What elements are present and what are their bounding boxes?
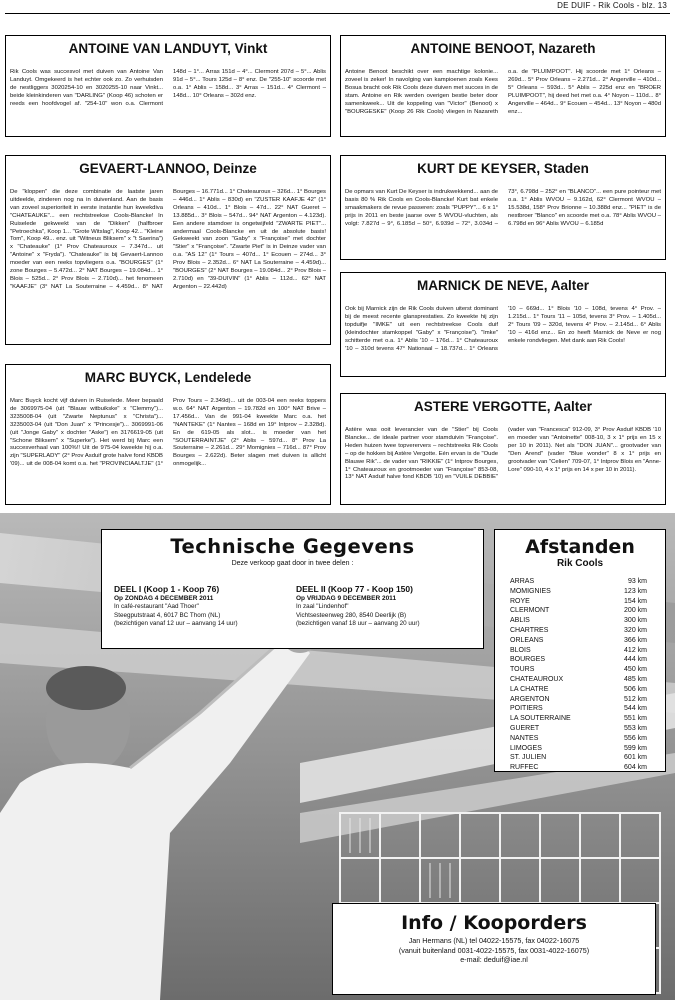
afstand-place: LA CHATRE [510,685,549,693]
technische-gegevens-box [101,529,484,649]
afstand-distance: 444 km [624,656,647,664]
deel-1 [114,584,294,628]
afstand-place: ABLIS [510,617,530,625]
afstanden-subtitle: Rik Cools [556,558,604,569]
afstand-distance: 553 km [624,724,647,732]
afstand-distance: 599 km [624,744,647,752]
afstand-place: ORLEANS [510,636,544,644]
afstand-distance: 93 km [627,578,647,585]
article-title: GEVAERT-LANNOO, Deinze [79,161,257,176]
deel-1-address: Steegputstraat 4, 6017 BC Thorn (NL) [114,611,221,619]
afstand-place: NANTES [510,734,539,742]
deel-2-address: Vichtsesteenweg 280, 8540 Deerlijk (B) [296,611,407,619]
afstand-distance: 551 km [624,715,647,723]
article-title: ANTOINE VAN LANDUYT, Vinkt [68,41,268,56]
afstand-distance: 601 km [624,754,647,762]
article-body: De opmars van Kurt De Keyser is indrukwekkend... aan de basis 80 % Rik Cools en Cools-Blancke! Kurt bat enkele smaakmakers de revue passeren: zoals "PUPPY"... 6 x 1° prijs in 2011 en beste jaarse over 5 WVOU-vluchten, als volgt: 7.827d – 9°, 6.185d – 50°, 6.939d – 72°, 3.034d – 73°, 6.798d – 252° en "BLANCO"... een pure pointeur met o.a. 1° Ablis WVOU – 9.162d, 62° Clermont WVOU – 15.538d, 158° Prov Brionne – 10.388d enz... "PIET" is de nestbroer "Blanco" en scoorde met o.a. 78° Ablis WVOU – 6.798d en 96° Ablis WVOU – 6.185d [345,189,661,227]
afstand-row [510,724,647,734]
article-body: Astère was ooit leverancier van de "Stier" bij Cools Blancke... de ideale partner voor stamduivin "Françoise". Heden huizen twee topverervers – rechtstreeks Rik Cools – op de hokken bij Astère Vergotte. Eén ervan is de "Oude Blauwe Rik"... de vader van "RIKKIE" (1° Intprov Bourges, 1° Chateauroux en grootmoeder van "Françoise" 853-08, 13° NAT Asduif halve fond KBDB '10) en "VUILE DEBBIE" (vader van "Francesca" 912-09, 3° Prov Asduif KBDB '10 en moeder van "Antoinette" 008-10, 3 x 1° prijs en 15 x per 10 in 2011). Net als "DON JUAN"... grootvader van "Den Arend" (vader "Blue wonder" 8 x 1° prijs en grootvader van "Celien" 709-07, 1° Intprov Blois en "Anne-Lore" 090-10, 4 x 1° prijs en 14 x per 10 in 2011). [345,427,661,481]
afstand-row [510,675,647,685]
afstand-distance: 123 km [624,587,647,595]
afstand-distance: 366 km [624,636,647,644]
info-line-1: Jan Hermans (NL) tel 04022-15575, fax 04022-16075 [408,936,580,945]
deel-1-viewing: (bezichtigen vanaf 12 uur – aanvang 14 uur) [114,619,238,627]
afstand-row [510,763,647,773]
article-gevaert-lannoo [5,155,331,345]
afstand-distance: 200 km [624,607,647,615]
afstanden-list [495,577,665,773]
afstand-place: LA SOUTERRAINE [510,715,571,723]
afstanden-title: Afstanden [525,536,635,558]
afstand-row [510,704,647,714]
afstand-place: BLOIS [510,646,531,654]
afstand-distance: 450 km [624,666,647,674]
afstand-row [510,626,647,636]
article-title: MARC BUYCK, Lendelede [84,370,252,385]
article-body: De "kloppen" die deze combinatie de laatste jaren uitdeelde, zinderen nog na in duivenland. Aan de basis van zoveel superioriteit in eerste instantie hun kweekdiva "CHATEAUKE"... een rechtstreekse Cools-Blancke! In Ruiselede gekweekt van de "Dikken" (halfbroer "Petroechka", Koop 1... "Grote Witslag", Koop 42... "Kleine Tom", Koop 49... enz. uit "Witneus Bliksem" x "t Saerina") x "Chateauke" (1° Prov Chateauroux – 7.347d... uit "Antoine" x "Fryda"). "Chateauke" is bij Gevaert-Lannoo moeder van een reeks topvliegers o.a. "BOURGES" (1° zone Bourges – 5.472d... 2° NAT Bourges – 19.084d... 1° Blois – 525d... 2° Prov Blois – 2.710d)... het fenomeen "KAAFJE" (3° NAT La Souterraine – 4.459d... 8° NAT Bourges – 16.771d... 1° Chateauroux – 326d... 1° Bourges – 446d... 1° Ablis – 830d) en "ZUSTER KAAFJE 42" (1° Orleans – 410d... 1° Blois – 47d... 22° NAT Gueret – 13.885d... 3° Blois – 547d... 94° NAT Argenton – 4.123d). Een andere stamdoer is ongetwijfeld "ZWARTE PIET"... andermaal Cools-Blancke en uit de absolute basis! Gekweekt van zoon "Gaby" x "Françoise" met dochter "Stier" x "Françoise". "Zwarte Piet" is in Deinze vader van o.a. "AS 12" (1° Tours – 407d... 1° Ecouen – 274d... 3° Prov Blois – 2.352d... 6° NAT La Souterraine – 4.459d)... "BOURGES" (2° NAT Bourges – 19.084d... 2° Prov Blois – 2.710d) en "39-DUIVIN" (1° Ablis – 112d... 62° NAT Argenton – 22.442d) [10,189,326,290]
article-body: Rik Cools was succesvol met duiven van Antoine Van Landuyt. Omgekeerd is het echter ook zo. Zo verhuisden de nestliggers 3020254-10 en 3020255-10 naar Vinkt... beide kleinkinderen van "DARLING" (Koop 46) schoten er reeds een hoofdvogel af. "254-10" won o.a. Clermont 148d – 1°... Arras 151d – 4°... Clermont 207d – 5°... Ablis 91d – 5°... Tours 125d – 8° enz. De "255-10" scoorde met o.a. 1° Ablis – 158d... 3° Arras – 151d... 4° Clermont – 148d... 10° Orleans – 302d enz. [10,69,326,107]
afstand-place: GUERET [510,724,540,732]
info-kooporders-box [332,903,656,995]
afstand-row [510,685,647,695]
article-title: KURT DE KEYSER, Staden [417,161,589,176]
afstand-distance: 485 km [624,675,647,683]
afstand-row [510,577,647,587]
afstand-row [510,636,647,646]
afstand-row [510,646,647,656]
afstand-row [510,616,647,626]
deel-2-date: Op VRIJDAG 9 DECEMBER 2011 [296,595,397,603]
article-deneve [340,272,666,377]
header-rule [5,13,670,14]
deel-1-place: In café-restaurant "Aad Thoer" [114,603,199,611]
article-buyck [5,364,331,505]
afstand-place: POITIERS [510,705,543,713]
afstand-distance: 300 km [624,617,647,625]
afstand-place: MOMIGNIES [510,587,551,595]
afstand-place: BOURGES [510,656,546,664]
afstand-row [510,734,647,744]
deel-1-heading: DEEL I (Koop 1 - Koop 76) [114,584,220,594]
afstand-distance: 412 km [624,646,647,654]
article-body: Ook bij Marnick zijn de Rik Cools duiven uiterst dominant bij de meest recente glansprestaties. Zo kweekte hij zijn topduifje "IMKE" uit een rechtstreekse Cools duif (kleindochter stamkoppel "Gaby" x "Françoise"). "Imke" schitterde met o.a. 1° Ablis '10 – 176d... 1° Chateauroux '10 – 310d tevens 47° Nationaal – 18.737d... 1° Orleans '10 – 669d... 1° Blois '10 – 108d, tevens 4° Prov. – 1.215d... 1° Tours '11 – 105d, tevens 3° Prov. – 1.405d... 2° Tours '09 – 320d, tevens 4° Prov. – 2.145d... 6° Ablis '10 – 416d enz... En zo heeft Marnick de Neve er nog enkele rondvliegen. Met dank aan Rik Cools! [345,306,661,352]
afstand-distance: 544 km [624,705,647,713]
deel-2-heading: DEEL II (Koop 77 - Koop 150) [296,584,413,594]
afstand-distance: 512 km [624,695,647,703]
page-header [0,0,675,14]
technische-gegevens-subtitle: Deze verkoop gaat door in twee delen : [231,560,354,567]
info-title: Info / Kooporders [401,912,587,934]
article-body: Marc Buyck kocht vijf duiven in Ruiselede. Meer bepaald de 3069975-04 (uit "Blauw witbuikske" x "Clemmy")... 3235008-04 (uit "Zwarte Neptunus" x "Christa")... 3235003-04 (uit "Don Juan" x "Princesje")... 3069991-06 (uit "Jonge Gaby" x dochter "Aske") en 3176619-05 (uit "Schone Bliksem" x "Superke"). Het werd bij Marc een succesverhaal van 100%!! Uit de 975-04 kweekte hij o.a. zijn "SUPERLADY" (2° Prov Asduif grote halve fond KBDB '09)... uit de 008-04 komt o.a. het "PROVINCIAALTJE" (1° Prov Tours – 2.349d)... uit de 003-04 een reeks toppers w.o. 64° NAT Argenton – 19.782d en 100° NAT Brive – 17.456d... Van de 991-04 kweekte Marc o.a. het "NANTEKE" (1° Nantes – 168d en 19° Intprov – 2.328d). En de 619-05 als slot... is moeder van het "SOUTERRAINTJE" (2° Ablis – 597d... 8° Prov La Souterraine – 2.261d... 29° Momignies – 716d... 87° Prov Bourges – 2.622d). Beter slagen met duiven is allicht onmogelijk... [10,398,326,468]
afstand-row [510,606,647,616]
article-dekeyser [340,155,666,260]
technische-gegevens-title: Technische Gegevens [170,535,415,558]
afstand-place: CHATEAUROUX [510,675,564,683]
afstand-place: ARRAS [510,578,535,585]
afstand-place: ROYE [510,597,530,605]
afstand-row [510,597,647,607]
afstand-place: CLERMONT [510,607,550,615]
deel-2-viewing: (bezichtigen vanaf 18 uur – aanvang 20 uur) [296,619,420,627]
afstand-row [510,753,647,763]
article-title: MARNICK DE NEVE, Aalter [416,278,590,293]
afstand-place: LIMOGES [510,744,542,752]
afstand-row [510,655,647,665]
afstand-row [510,665,647,675]
article-title: ASTERE VERGOTTE, Aalter [413,399,593,414]
afstand-row [510,744,647,754]
afstand-row [510,587,647,597]
afstand-distance: 556 km [624,734,647,742]
afstand-place: ARGENTON [510,695,550,703]
afstand-distance: 506 km [624,685,647,693]
afstand-distance: 320 km [624,626,647,634]
afstanden-box [494,529,666,772]
afstand-row [510,714,647,724]
afstand-distance: 604 km [624,764,647,772]
afstand-place: ST. JULIEN [510,754,547,762]
info-email[interactable]: e-mail: deduif@iae.nl [460,955,528,965]
deel-2 [296,584,476,628]
page-header-text: DE DUIF - Rik Cools - blz. 13 [557,1,667,10]
article-title: ANTOINE BENOOT, Nazareth [410,41,596,56]
info-line-2: (vanuit buitenland 0031-4022-15575, fax 0031-4022-16075) [398,945,590,955]
afstand-place: TOURS [510,666,535,674]
afstand-place: RUFFEC [510,764,539,772]
afstand-distance: 154 km [624,597,647,605]
afstand-row [510,695,647,705]
article-vergotte [340,393,666,505]
deel-2-place: In zaal "Lindenhof" [296,603,349,611]
article-body: Antoine Benoot beschikt over een machtige kolonie... zoveel is zeker! In navolging van kampioenen zoals Kees Bosua bracht ook Rik Cools deze duiven met succes in de stam. Antoine en Rik werden overigen bestie beter door samenkweek... Uit de koppeling van "Victor" (Benoot) x "BOURGESKE" (Koop 26 Rik Cools) vliegen in Nazareth o.a. de "PLUIMPOOT". Hij scoorde met 1° Orleans – 269d... 5° Prov Orleans – 2.271d... 2° Angerville – 410d... 5° Orleans – 593d... 5° Ablis – 225d enz en "BROER PLUIMPOOT", hij deed het met o.a. 4° Noyon – 110d... 8° Angerville – 464d... 9° Ecouen – 454d... 13° Noyon – 480d enz... [345,69,661,115]
article-landuyt [5,35,331,137]
deel-1-date: Op ZONDAG 4 DECEMBER 2011 [114,595,214,603]
afstand-place: CHARTRES [510,626,549,634]
article-benoot [340,35,666,137]
